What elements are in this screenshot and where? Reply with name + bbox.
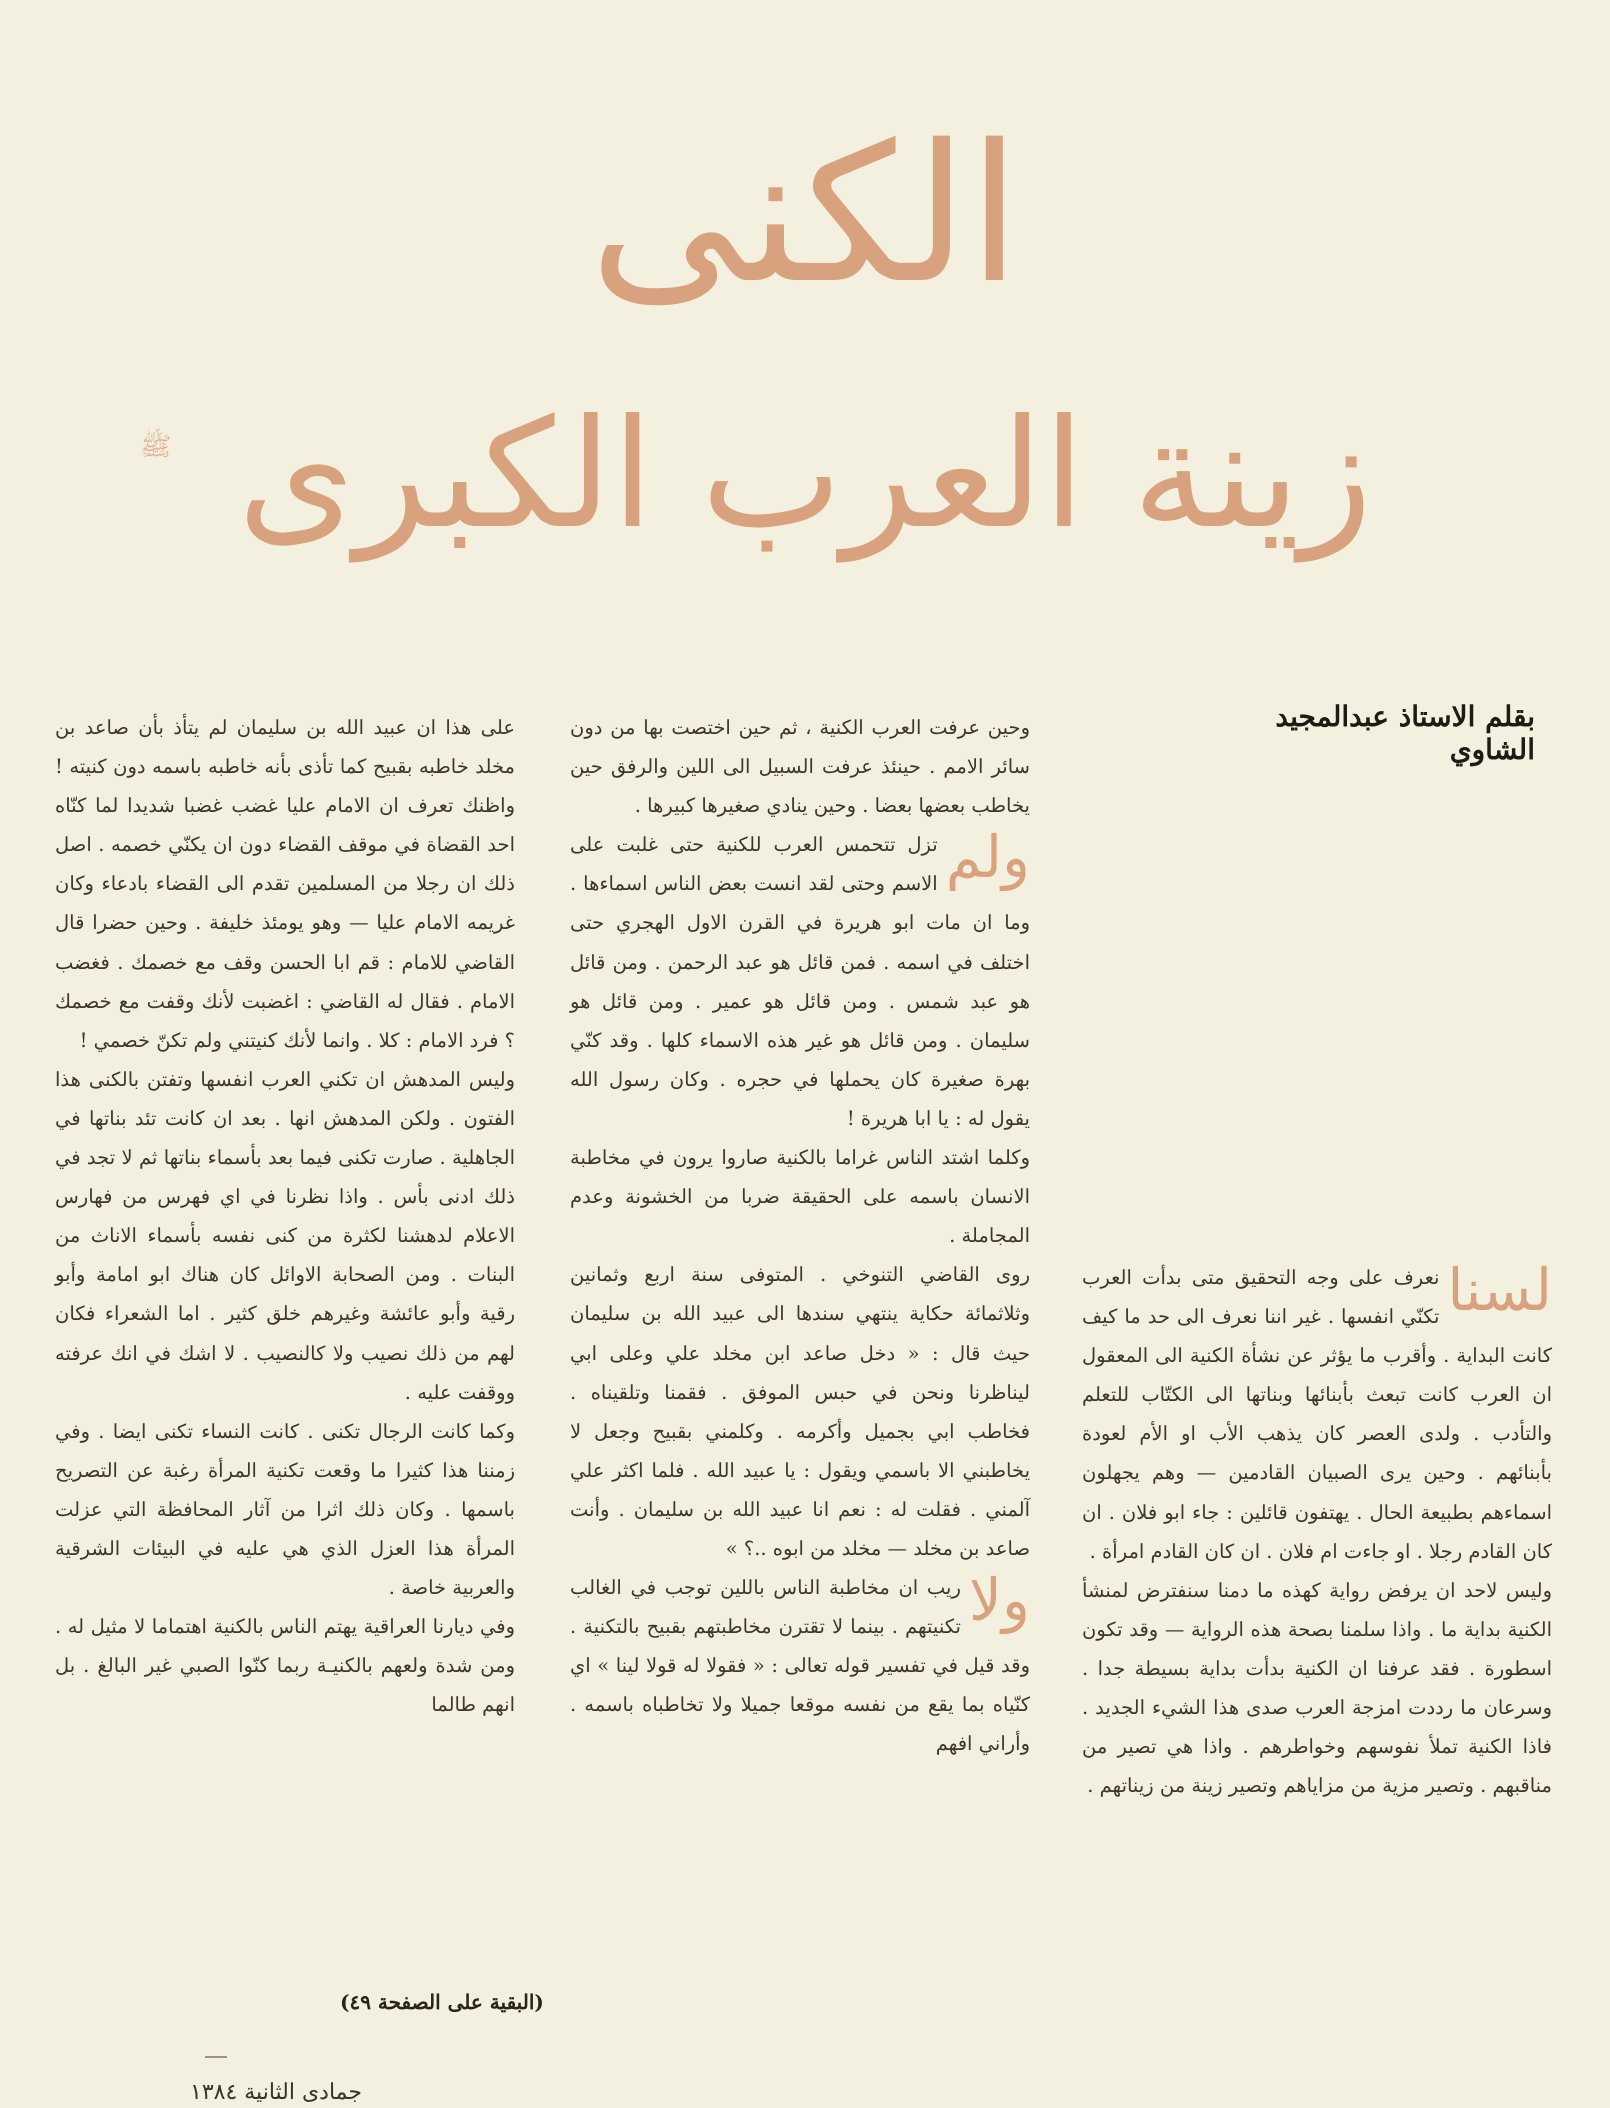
paragraph: روى القاضي التنوخي . المتوفى سنة اربع وثمانين وثلاثمائة حكاية ينتهي سندها الى عبيد الله بن سليمان حيث قال : « دخل صاعد ابن مخلد علي وعلى ابي ليناظرنا ونحن في حبس الموفق . فقمنا وتلقيناه . فخاطب ابي بجميل وأكرمه . وكلمني بقبيح وجعل لا يخاطبني الا باسمي ويقول : يا عبيد الله . فلما اكثر علي آلمني . فقلت له : نعم انا عبيد الله بن سليمان . وأنت صاعد بن مخلد — مخلد من ابوه ..؟ » xyxy=(570,1263,1030,1560)
paragraph xyxy=(570,1568,1030,1763)
continuation-text: (البقية على الصفحة ٤٩) xyxy=(340,1990,544,2014)
page-subtitle: زينة العرب الكبرى xyxy=(237,388,1373,562)
paragraph: وكما كانت الرجال تكنى . كانت النساء تكنى ايضا . وفي زمننا هذا كثيرا ما وقعت تكنية المرأة رغبة عن التصريح باسمها . وكان ذلك اثرا من آثار المحافظة التي عزلت المرأة هذا العزل الذي هي عليه في البيئات الشرقية والعربية خاصة . xyxy=(55,1419,515,1600)
page-footer-date: جمادى الثانية ١٣٨٤ xyxy=(190,2080,363,2105)
dropcap: لسنا xyxy=(1447,1256,1552,1324)
divider xyxy=(205,2056,227,2058)
paragraph: وحين عرفت العرب الكنية ، ثم حين اختصت بها من دون سائر الامم . حينئذ عرفت السبيل الى اللين والرفق حين يخاطب بعضها بعضا . وحين ينادي صغيرها كبيرها . xyxy=(570,716,1030,818)
dropcap: ولم xyxy=(945,823,1030,892)
author-byline: بقلم الاستاذ عبدالمجيد الشاوي xyxy=(1275,700,1535,766)
page-title: الكنى xyxy=(589,104,1021,325)
paragraph-text: ريب ان مخاطبة الناس باللين توجب في الغالب تكنيتهم . بينما لا تقترن مخاطبتهم بقبيح بالتكنية . وقد قيل في تفسير قوله تعالى : « فقولا له قولا لينا » اي كنّياه بما يقع من نفسه موقعا جميلا ولا تخاطباه باسمه . وأراني افهم xyxy=(570,1576,1030,1756)
paragraph: وليس المدهش ان تكني العرب انفسها وتفتن بالكنى هذا الفتون . ولكن المدهش انها . بعد ان كانت تئد بناتها في الجاهلية . صارت تكنى فيما بعد بأسماء بناتها ثم لا تجد في ذلك ادنى بأس . واذا نظرنا في اي فهرس من فهارس الاعلام لدهشنا لكثرة من كنى نفسه بأسماء الاناث من البنات . ومن الصحابة الاوائل كان هناك ابو امامة وأبو رقية وأبو عائشة وغيرهم خلق كثير . اما الشعراء فكان لهم من ذلك نصيب ولا كالنصيب . لا اشك في انك عرفته ووقفت عليه . xyxy=(55,1067,515,1404)
continuation-note xyxy=(340,1990,800,2014)
ornament-left-icon: ﷺ xyxy=(140,432,172,462)
paragraph-text: نعرف على وجه التحقيق متى بدأت العرب تكنّي انفسها . غير اننا نعرف الى حد ما كيف كانت البداية . وأقرب ما يؤثر عن نشأة الكنية الى المعقول ان العرب كانت تبعث بأبنائها وبناتها الى الكتّاب للتعلم والتأدب . ولدى العصر كان يذهب الأب او الأم لعودة بأبنائهم . وحين يرى الصبيان القادمين — وهم يجهلون اسماءهم بطبيعة الحال . يهتفون قائلين : جاء ابو فلان . ان كان القادم رجلا . او جاءت ام فلان . ان كان القادم امرأة . xyxy=(1082,1266,1552,1563)
article-column-1 xyxy=(1082,1258,1552,1805)
paragraph: وليس لاحد ان يرفض رواية كهذه ما دمنا سنفترض لمنشأ الكنية بداية ما . واذا سلمنا بصحة هذه الرواية — وقد تكون اسطورة . فقد عرفنا ان الكنية بدأت بداية بسيطة جدا . وسرعان ما رددت امزجة العرب صدى هذا الشيء الجديد . فاذا الكنية تملأ نفوسهم وخواطرهم . واذا هي تصير من مناقبهم . وتصير مزية من مزاياهم وتصير زينة من زيناتهم . xyxy=(1082,1578,1552,1798)
article-column-3 xyxy=(55,708,515,1724)
paragraph xyxy=(570,825,1030,1138)
dropcap: ولا xyxy=(968,1566,1030,1635)
paragraph xyxy=(1082,1258,1552,1571)
paragraph-text: تزل تتحمس العرب للكنية حتى غلبت على الاسم وحتى لقد انست بعض الناس اسماءها . وما ان مات ابو هريرة في القرن الاول الهجري حتى اختلف في اسمه . فمن قائل هو عبد الرحمن . ومن قائل هو عبد شمس . ومن قائل هو عمير . ومن قائل هو سليمان . ومن قائل هو غير هذه الاسماء كلها . وقد كنّي بهرة صغيرة كان يحملها في حجره . وكان رسول الله يقول له : يا ابا هريرة ! xyxy=(570,833,1030,1130)
paragraph: وفي ديارنا العراقية يهتم الناس بالكنية اهتماما لا مثيل له . ومن شدة ولعهم بالكنيـة ربما كنّوا الصبي غير البالغ . بل انهم طالما xyxy=(55,1615,515,1717)
article-column-2 xyxy=(570,708,1030,1764)
paragraph: وكلما اشتد الناس غراما بالكنية صاروا يرون في مخاطبة الانسان باسمه على الحقيقة ضربا من الخشونة وعدم المجاملة . xyxy=(570,1146,1030,1248)
paragraph: على هذا ان عبيد الله بن سليمان لم يتأذ بأن صاعد بن مخلد خاطبه بقبيح كما تأذى بأنه خاطبه باسمه دون كنيته ! واظنك تعرف ان الامام عليا غضب غضبا شديدا لما كنّاه احد القضاة في موقف القضاء دون ان يكنّي خصمه . اصل ذلك ان رجلا من المسلمين تقدم الى القضاء بادعاء وكان غريمه الامام عليا — وهو يومئذ خليفة . وحين حضرا قال القاضي للامام : قم ابا الحسن وقف مع خصمك . فغضب الامام . فقال له القاضي : اغضبت لأنك وقفت مع خصمك ؟ فرد الامام : كلا . وانما لأنك كنيتني ولم تكنّ خصمي ! xyxy=(55,716,515,1052)
